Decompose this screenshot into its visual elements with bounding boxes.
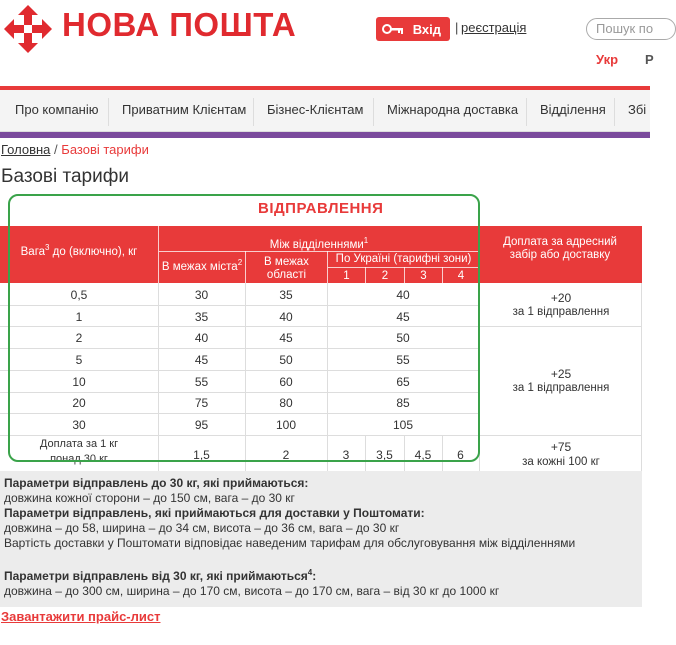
nav-item-international[interactable]: Міжнародна доставка bbox=[387, 102, 519, 117]
grid-line bbox=[0, 326, 642, 327]
header-zone-3: 3 bbox=[420, 270, 427, 282]
header-between bbox=[159, 234, 479, 252]
grid-line bbox=[0, 348, 479, 349]
nav-item-business[interactable]: Бізнес-Клієнтам bbox=[267, 102, 364, 117]
breadcrumb bbox=[1, 142, 149, 157]
cell-ukraine: 105 bbox=[392, 418, 414, 432]
nav-accent-line bbox=[0, 132, 650, 138]
lang-other-link[interactable]: Р bbox=[645, 52, 654, 67]
cell-weight: 2 bbox=[75, 331, 83, 345]
header-zone-2: 2 bbox=[381, 270, 389, 282]
nav-divider bbox=[526, 98, 527, 126]
param-title-3-text: Параметри відправлень від 30 кг, які приймаються bbox=[4, 569, 308, 583]
extra-value: +25 bbox=[550, 367, 572, 381]
breadcrumb-separator: / bbox=[54, 142, 58, 157]
cell-ukraine: 50 bbox=[396, 331, 410, 345]
header-region: В межах області bbox=[264, 256, 309, 281]
header-ukraine: По Україні (тарифні зони) bbox=[335, 253, 472, 265]
nav-item-more[interactable]: Збі bbox=[628, 102, 647, 117]
param-title-1: Параметри відправлень до 30 кг, які приймаються: bbox=[4, 476, 309, 490]
cell-region: 60 bbox=[279, 375, 293, 389]
cell-city: 40 bbox=[194, 331, 209, 345]
cell-zone-1: 3 bbox=[342, 448, 350, 462]
cell-city: 35 bbox=[194, 310, 209, 324]
spacer bbox=[4, 551, 642, 565]
section-title bbox=[0, 197, 650, 225]
nav-divider bbox=[614, 98, 615, 126]
cell-zone-2: 3,5 bbox=[376, 448, 393, 462]
search-input[interactable]: Пошук по bbox=[586, 18, 676, 40]
nav-divider bbox=[253, 98, 254, 126]
login-button[interactable] bbox=[376, 17, 450, 41]
cell-city: 75 bbox=[194, 396, 209, 410]
cell-ukraine: 85 bbox=[396, 396, 410, 410]
logo-text[interactable]: НОВА ПОШТА bbox=[62, 6, 297, 43]
cell-region: 2 bbox=[282, 448, 290, 462]
extra-value: +75 bbox=[550, 440, 572, 454]
cell-region: 35 bbox=[279, 288, 293, 302]
param-text-2: довжина – до 58, ширина – до 34 см, висота – до 36 см, вага – до 30 кг bbox=[4, 521, 400, 535]
header-weight-sup: 3 bbox=[45, 243, 50, 252]
header-between-label: Між відділеннями bbox=[269, 238, 364, 251]
param-title-3-colon: : bbox=[312, 569, 317, 583]
cell-zone-3: 4,5 bbox=[414, 448, 432, 462]
nav-item-private[interactable]: Приватним Клієнтам bbox=[122, 102, 247, 117]
cell-ukraine: 55 bbox=[396, 353, 410, 367]
header-city-sup: 2 bbox=[237, 258, 243, 267]
param-text-3: довжина – до 300 см, ширина – до 170 см, висота – до 170 см, вага – від 30 кг до 1000 кг bbox=[4, 584, 500, 598]
param-title-2: Параметри відправлень, які приймаються для доставки у Поштомати: bbox=[4, 506, 425, 520]
section-title-text: ВІДПРАВЛЕННЯ bbox=[258, 200, 384, 217]
header-zone-1: 1 bbox=[343, 270, 350, 282]
header-city bbox=[159, 256, 245, 274]
parameters-panel bbox=[0, 471, 642, 607]
cell-region: 45 bbox=[279, 331, 293, 345]
login-label: Вхід bbox=[412, 21, 441, 37]
cell-region: 100 bbox=[275, 418, 297, 432]
header-weight-rest: до (включно), кг bbox=[49, 245, 138, 258]
cell-ukraine: 65 bbox=[396, 375, 410, 389]
grid-line bbox=[0, 370, 479, 371]
header-city-label: В межах міста bbox=[161, 260, 238, 273]
cell-surcharge-label-1: Доплата за 1 кг bbox=[39, 438, 119, 450]
register-link[interactable]: реєстрація bbox=[461, 20, 527, 35]
cell-surcharge-label-2: понад 30 кг bbox=[50, 453, 108, 465]
cell-region: 50 bbox=[279, 353, 293, 367]
header-extra: Доплата за адресний забір або доставку bbox=[503, 236, 617, 261]
grid-line bbox=[0, 305, 479, 306]
separator: | bbox=[455, 20, 459, 35]
breadcrumb-home-link[interactable]: Головна bbox=[1, 142, 51, 157]
download-price-list-link[interactable]: Завантажити прайс-лист bbox=[1, 609, 161, 624]
cell-city: 30 bbox=[194, 288, 209, 302]
key-icon bbox=[382, 22, 404, 36]
extra-value: +20 bbox=[550, 291, 572, 305]
nav-divider bbox=[373, 98, 374, 126]
cell-region: 40 bbox=[279, 310, 293, 324]
nav-item-about[interactable]: Про компанію bbox=[15, 102, 99, 117]
cell-weight: 5 bbox=[75, 353, 83, 367]
cell-city: 1,5 bbox=[193, 448, 210, 462]
header-weight bbox=[0, 241, 158, 259]
lang-ukr-link[interactable]: Укр bbox=[596, 52, 619, 67]
cell-weight: 1 bbox=[75, 310, 83, 324]
cell-ukraine: 45 bbox=[396, 310, 410, 324]
header-divider bbox=[159, 251, 479, 252]
nav-divider bbox=[108, 98, 109, 126]
header-divider bbox=[479, 226, 480, 283]
param-title-3 bbox=[4, 565, 642, 584]
header-weight-label: Вага bbox=[20, 245, 46, 258]
param-title-3-sup: 4 bbox=[307, 568, 313, 577]
cell-region: 80 bbox=[279, 396, 293, 410]
site-header bbox=[0, 0, 654, 86]
cell-weight: 30 bbox=[72, 418, 86, 432]
cell-weight: 20 bbox=[72, 396, 86, 410]
param-note-2: Вартість доставки у Поштомати відповідає наведеним тарифам для обслуговування між відділеннями bbox=[4, 536, 576, 550]
param-text-1: довжина кожної сторони – до 150 см, вага – до 30 кг bbox=[4, 491, 295, 505]
grid-line bbox=[0, 435, 642, 436]
cell-zone-4: 6 bbox=[457, 448, 464, 462]
header-between-sup: 1 bbox=[363, 236, 369, 245]
nova-poshta-logo-icon[interactable] bbox=[2, 3, 54, 55]
extra-note: за кожні 100 кг bbox=[522, 456, 600, 468]
grid-line bbox=[0, 392, 479, 393]
header-zone-4: 4 bbox=[457, 270, 465, 282]
cell-city: 55 bbox=[194, 375, 209, 389]
extra-note: за 1 відправлення bbox=[512, 306, 610, 318]
grid-line bbox=[0, 413, 479, 414]
page-title: Базові тарифи bbox=[1, 166, 129, 187]
cell-weight: 0,5 bbox=[70, 288, 88, 302]
table-header bbox=[0, 226, 642, 283]
main-nav bbox=[0, 90, 650, 132]
nav-item-branches[interactable]: Відділення bbox=[540, 102, 606, 117]
cell-city: 45 bbox=[194, 353, 209, 367]
cell-weight: 10 bbox=[72, 375, 86, 389]
cell-ukraine: 40 bbox=[396, 288, 410, 302]
breadcrumb-current: Базові тарифи bbox=[61, 142, 149, 157]
extra-note: за 1 відправлення bbox=[512, 382, 610, 394]
cell-city: 95 bbox=[194, 418, 209, 432]
